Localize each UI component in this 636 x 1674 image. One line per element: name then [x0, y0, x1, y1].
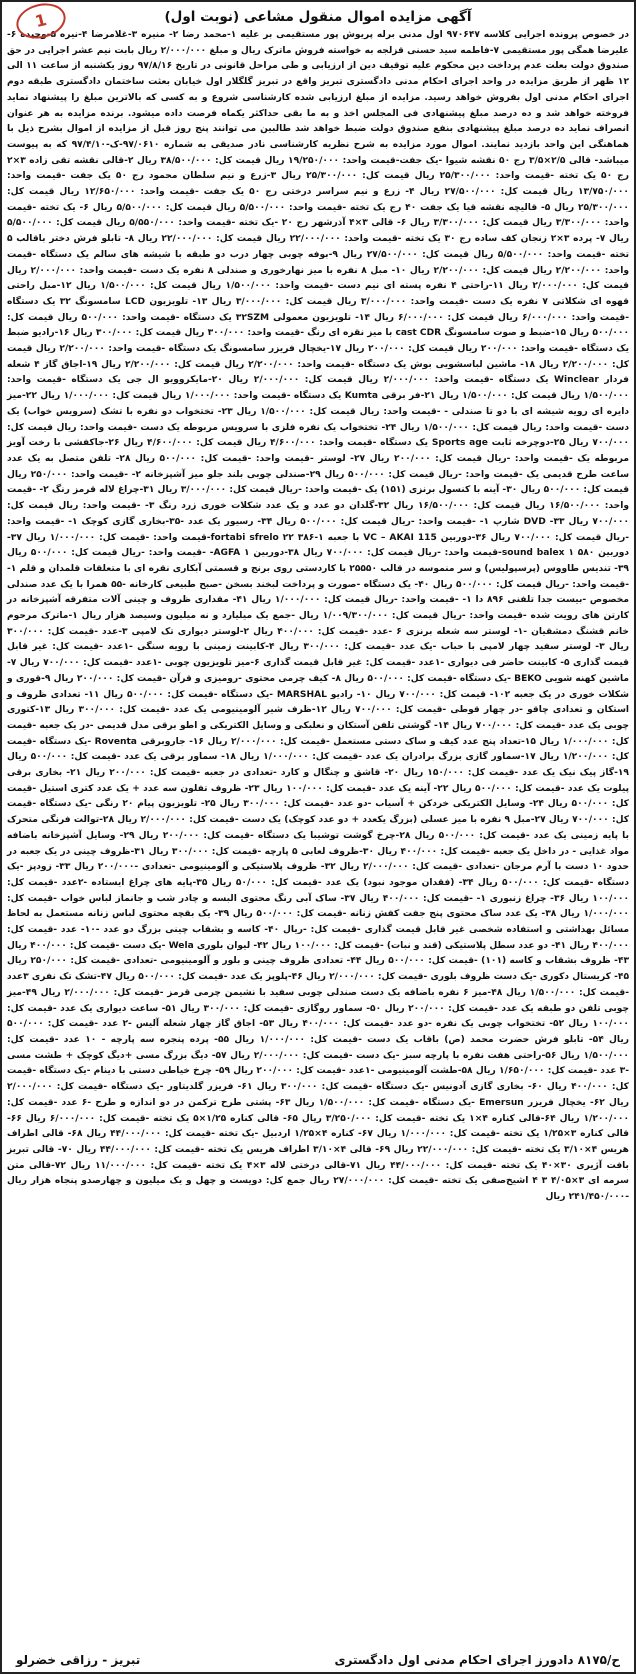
- signature-office: ح/۸۱۷۵ دادورز اجرای احکام مدنی اول دادگستری: [334, 1653, 620, 1667]
- notice-title: آگهی مزایده اموال منقول مشاعی (نوبت اول): [164, 9, 472, 25]
- notice-body: در خصوص پرونده اجرایی کلاسه ۹۷۰۶۴۷ اول مدنی برله پریوش پور مستقیمی بر علیه ۱-محمد رضا ۲- منیره ۳-غلامرضا ۴-نیره ۵-وحیده ۶-علیرضا همگی پور مستقیمی ۷-فاطمه سید حسنی قزلجه به خواسته فروش ماترک ریال و مبلغ ۲/۰۰۰/۰۰۰ ریال بابت نیم عشر اجرایی در حق صندوق دولت بعلت عدم پرداخت دین محکوم علیه توقیف دین از ارزیابی و طی مراحل قانونی در تاریخ ۹۷/۸/۱۶ روز یکشنبه از ساعت ۱۱ الی ۱۲ ظهر از طریق مزایده در واحد اجرای احکام مدنی دادگستری تبریز واقع در تبریز گلگلار اول خیابان بعثت ساختمان دادگستری طبقه دوم اجرای احکام مدنی اول بفروش خواهد رسید. مزایده از مبلغ ارزیابی شده کارشناسی شروع و به کسی که بالاترین مبلغ را پیشنهاد نماید فروخته خواهد شد و ده درصد مبلغ پیشنهادی فی المجلس اخذ و به ما بقی حداکثر یکماه فرصت داده میشود. برنده مزایده به هر عنوان انصراف نماید ده درصد مبلغ پیشنهادی بنفع صندوق دولت ضبط خواهد شد طالبین می توانند پنج روز قبل از مزایده از اموال بشرح ذیل با هماهنگی این واحد بازدید نمایند. اموال مورد مزایده به شرح نظریه کارشناسی نادر صدیقی به شماره ۹۷/۰۶۱۰-ک-۹۷/۴/۱۰ که به پیوست میباشد- قالی ۲/۵×۳/۵ رج ۵۰ نقشه شیوا -یک جفت-قیمت واحد: ۱۹/۲۵۰/۰۰۰ ریال قیمت کل: ۳۸/۵۰۰/۰۰۰ ریال ۲-قالی نقشه تقی زاده ۳×۲ رج ۵۰ یک تخته -قیمت واحد: ۲۵/۳۰۰/۰۰۰ ریال قیمت کل: ۲۵/۳۰۰/۰۰۰ ریال ۳-زرع و نیم سلطان محمود رج ۵۰ یک جفت -قیمت واحد: ۱۳/۷۵۰/۰۰۰ ریال قیمت کل: ۲۷/۵۰۰/۰۰۰ ریال ۴- زرع و نیم سراسر درختی رج ۵۰ یک جفت -قیمت واحد: ۱۲/۶۵۰/۰۰۰ ریال قیمت کل: ۲۵/۳۰۰/۰۰۰ ریال ۵- قالیچه نقشه قیا یک جفت ۴۰ رج یک تخته -قیمت واحد: ۵/۵۰۰/۰۰۰ ریال قیمت کل: ۵/۵۰۰/۰۰۰ ریال ۶- یک تخته -قیمت واحد: ۳/۳۰۰/۰۰۰ ریال قیمت کل: ۳/۳۰۰/۰۰۰ ریال ۶- قالی ۳×۴ آذرشهر رج ۲۰ -یک تخته -قیمت واحد: ۵/۵۵۰/۰۰۰ ریال قیمت کل: ۵/۵۰۰/۰۰۰ ریال ۷- پرده ۳×۲ زنجان کف ساده رج ۳۰ یک تخته -قیمت واحد: ۲۲/۰۰۰/۰۰۰ ریال قیمت کل: ۲۲/۰۰۰/۰۰۰ ریال ۸- تابلو فرش دختر باقالب ۵ تخته -قیمت واحد: ۵/۵۰۰/۰۰۰ ریال قیمت کل: ۲۷/۵۰۰/۰۰۰ ریال ۹-بوفه چوبی چهار درب دو طبقه با شیشه های سالم یک دستگاه -قیمت واحد: ۲/۲۰۰/۰۰۰ ریال قیمت کل: ۲/۲۰۰/۰۰۰ ریال ۱۰- مبل ۸ نفره با میز نهارخوری و صندلی ۸ نفره یک دست -قیمت واحد: ۲/۰۰۰/۰۰۰ ریال قیمت کل: ۲/۰۰۰/۰۰۰ ریال ۱۱-راحتی ۴ نفره پسته ای نیم دست -قیمت واحد: ۱/۵۰۰/۰۰۰ ریال قیمت کل: ۱/۵۰۰/۰۰۰ ریال ۱۲-مبل راحتی قهوه ای شکلاتی ۷ نفره یک دست -قیمت واحد: ۳/۰۰۰/۰۰۰ ریال قیمت کل: ۳/۰۰۰/۰۰۰ ریال ۱۳- تلویزیون LCD سامسونگ ۳۲ یک دستگاه -قیمت واحد: ۶/۰۰۰/۰۰۰ ریال قیمت کل: ۶/۰۰۰/۰۰۰ ریال ۱۴- تلویزیون معمولی ۳۲SZM یک دستگاه -قیمت واحد: ۵۰۰/۰۰۰ ریال قیمت کل: ۵۰۰/۰۰۰ ریال ۱۵-ضبط و صوت سامسونگ cast CDR با میز نقره ای رنگ -قیمت واحد: ۳۰۰/۰۰۰ ریال قیمت کل: ۳۰۰/۰۰۰ ریال ۱۶-رادیو ضبط یک دستگاه -قیمت واحد: ۲۰۰/۰۰۰ ریال قیمت کل: ۲۰۰/۰۰۰ ریال ۱۷-یخچال فریزر سامسونگ یک دستگاه -قیمت واحد: ۲/۲۰۰/۰۰۰ ریال قیمت کل: ۲/۲۰۰/۰۰۰ ریال ۱۸- ماشین لباسشویی بوش یک دستگاه -قیمت واحد: ۲/۲۰۰/۰۰۰ ریال قیمت کل: ۲/۲۰۰/۰۰۰ ریال ۱۹-اجاق گاز ۴ شعله فردار Winclear یک دستگاه -قیمت واحد: ۲/۰۰۰/۰۰۰ ریال قیمت کل: ۲/۰۰۰/۰۰۰ ریال ۲۰-مایکروویو ال جی یک دستگاه -قیمت واحد: ۱/۵۰۰/۰۰۰ ریال قیمت کل: ۱/۵۰۰/۰۰۰ ریال ۲۱-فر برقی Kumta یک دستگاه -قیمت واحد: ۱/۰۰۰/۰۰۰ ریال قیمت کل: ۱/۰۰۰/۰۰۰ ریال ۲۲-میز دایره ای رویه شیشه ای با دو تا صندلی - -قیمت واحد: ریال قیمت کل: ۱/۵۰۰/۰۰۰ ریال ۲۳- تختخواب دو نفره با تشک (سرویس خواب) یک دست -قیمت واحد: ریال قیمت کل: ۱/۵۰۰/۰۰۰ ریال ۲۴- تختخواب یک نفره فلزی با سرویس مربوطه یک دست -قیمت واحد: ریال قیمت کل: ۷۰۰/۰۰۰ ریال ۲۵-دوچرخه ثابت Sports age یک دستگاه -قیمت واحد: ۴/۶۰۰/۰۰۰ ریال قیمت کل: ۴/۶۰۰/۰۰۰ ریال ۲۶-جاکفشی با رخت آویز مربوطه یک -قیمت واحد: -ریال قیمت کل: ۲۰۰/۰۰۰ ریال ۲۷- لوستر -قیمت واحد: -قیمت کل: ۵۰۰/۰۰۰ ریال ۲۸- تلفن متصل به یک عدد ساعت طرح قدیمی یک -قیمت واحد: -ریال قیمت کل: ۵۰۰/۰۰۰ ریال ۲۹-صندلی چوبی بلند جلو میز آشپزخانه ۲- -قیمت واحد: ۲۵۰/۰۰۰ ریال قیمت کل: ۵۰۰/۰۰۰ ریال ۳۰- آینه با کنسول برنزی (۱۵۱) یک -قیمت واحد: -ریال قیمت کل: ۳/۰۰۰/۰۰۰ ریال ۳۱-چراغ لاله قرمز رنگ ۲- -قیمت واحد: ۱۶/۵۰۰/۰۰۰ ریال قیمت کل: ۱۶/۵۰۰/۰۰۰ ریال ۳۲-گلدان دو عدد و یک عدد شکلات خوری زرد رنگ ۳- -قیمت واحد: ریال قیمت کل: ۷۰۰/۰۰۰ ریال ۳۳- DVD شارپ ۱- -قیمت واحد: -ریال قیمت کل: ۵۰۰/۰۰۰ ریال ۳۴- رسیور یک عدد -۳۵-بخاری گازی کوچک ۱- -قیمت واحد: -ریال قیمت کل: ۷۰۰/۰۰۰ ریال ۳۶-دوربین VC – AKAI 115 با جعبه fortabi sfrelo ۲۲ ۳۸۶-۱-قیمت واحد: -قیمت کل: ۱/۰۰۰/۰۰۰ ریال ۳۷- دوربین ۵۸۰ sound balex ۱-قیمت واحد: -ریال قیمت کل: ۷۰۰/۰۰۰ ریال ۳۸-دوربین AGFA ۱- -قیمت واحد: -ریال قیمت کل: ۵۰۰/۰۰۰ ریال ۳۹- تندیس طاووس (پرسپولیس) و سر منموسه در قالب ۲۵۵۵۰ با کاردستی روی برنج و قسمتی آبکاری نقره ای با متعلقات قلمدان و قلم ۱- -قیمت واحد: -ریال قیمت کل: ۵۰۰/۰۰۰ ریال ۴۰- یک دستگاه -صورت و پرداخت لبخند بسخن -صبح طبیعی کارخانه -۵۵ همرا با یک عدد صندلی مخصوص -بیست جدا تلفنی ۸۹۶ دا ۱- -قیمت واحد: -ریال قیمت کل: ۱/۰۰۰/۰۰۰ ریال ۴۱- مقداری ظروف و چینی آلات متفرقه آشپزخانه در کارتن های رویت شده -قیمت واحد: -ریال قیمت کل: ۱/۰۰۹/۳۰۰/۰۰۰ ریال -جمع یک میلیارد و نه میلیون وسیصد هزار ریال ۱-ماترک مرحوم خانم قشنگ دمشقیان -۱- لوستر سه شعله برنزی ۶ -عدد -قیمت کل: ۴۰۰/۰۰۰ ریال ۲-لوستر دیواری تک لامپی ۳-عدد -قیمت کل: ۳۰۰/۰۰۰ ریال ۳- لوستر سفید چهار لامپی با حباب -یک عدد -قیمت کل: ۳۰۰/۰۰۰ ریال ۴-کابینت زمینی با رویه سنگی -۱عدد -قیمت کل: غیر قابل قیمت گذاری ۵- کابینت حاضر فی دیواری -۱عدد -قیمت کل: غیر قابل قیمت گذاری ۶-میز تلویزیون چوبی -۱عدد -قیمت کل: ۷۰۰/۰۰۰ ریال ۷- ماشین کهنه شویی BEKO -یک دستگاه -قیمت کل: ۵۰۰/۰۰۰ ریال ۸- کیف چرمی محتوی -رومیزی و قرآن -قیمت کل: ۲۰۰/۰۰۰ ریال ۹-قوری و شکلات خوری در یک جعبه ۱۰۲- قیمت کل: ۷۰۰/۰۰۰ ریال ۱۰- رادیو MARSHAL -یک دستگاه -قیمت کل: ۵۰۰/۰۰۰ ریال ۱۱- تعدادی ظروف و استکان و تعدادی چاقو -در چهار قوطی -قیمت کل: ۷۰۰/۰۰۰ ریال ۱۲-ظرف شیر آلومینیومی یک عدد -قیمت کل: ۳۰۰/۰۰۰ ریال ۱۳-کتوری چوبی یک عدد -قیمت کل: ۷۰۰/۰۰۰ ریال ۱۴- گوشتی تلفن آستکان و نعلبکی و وسایل الکتریکی و اطو برقی مدل قدیمی -در یک جعبه -قیمت کل: ۱/۰۰۰/۰۰۰ ریال ۱۵-تعداد پنج عدد کیف و ساک دستی مستعمل -قیمت کل: ۲/۰۰۰/۰۰۰ ریال ۱۶- جاروبرقی Roventa -یک دستگاه -قیمت کل: ۱/۲۰۰/۰۰۰ ریال ۱۷-سماور گازی بزرگ برادران یک عدد -قیمت کل: ۱/۰۰۰/۰۰۰ ریال ۱۸- سماور برقی یک عدد -قیمت کل: ۵۰۰/۰۰۰ ریال ۱۹-گاز پیک نیک یک عدد -قیمت کل: ۱۵۰/۰۰۰ ریال ۲۰- قاشق و چنگال و کارد -تعدادی در جعبه -قیمت کل: ۲۰۰/۰۰۰ ریال ۲۱- بخاری برقی پیلوت یک عدد -قیمت کل: ۵۰۰/۰۰۰ ریال ۲۲- آینه یک عدد -قیمت کل: ۱۰۰/۰۰۰ ریال ۲۳- ظروف تفلون سه عدد + یک عدد کتری استیل -قیمت کل: ۵۰۰/۰۰۰ ریال ۲۴- وسایل الکتریکی خردکن + آسیاب -دو عدد -قیمت کل: ۳۰۰/۰۰۰ ریال ۲۵- تلویزیون پیام ۲۰ رنگی -یک دستگاه -قیمت کل: ۷۰۰/۰۰۰ ریال ۲۷-مبل ۹ نفره با میز عسلی (بزرگ یکعدد + دو عدد کوچک) یک دست -قیمت کل: ۲/۰۰۰/۰۰۰ ریال ۲۸-توالت فرنگی متحرک با پایه زمینی یک عدد -قیمت کل: ۵۰۰/۰۰۰ ریال ۲۸-چرخ گوشت توشیبا یک دستگاه -قیمت کل: ۲۰۰/۰۰۰ ریال ۲۹- وسایل آشپزخانه باضافه مواد غذایی - در داخل یک جعبه -قیمت کل: ۴۰۰/۰۰۰ ریال ۳۰-ظروف لعابی ۵ پارچه -قیمت کل: ۳۰۰/۰۰۰ ریال ۳۱-ظروف چینی در یک جعبه در حدود ۱۰ دست با آرم مرجان -تعدادی -قیمت کل: ۲/۰۰۰/۰۰۰ ریال ۳۲- ظروف پلاستیکی و آلومینیومی -تعدادی -۲۰۰/۰۰۰ ریال ۳۳- زودپز -یک دستگاه -قیمت کل: ۵۰۰/۰۰۰ ریال ۳۴- (فقدان موجود نبود) یک عدد -قیمت کل: ۵۰/۰۰۰ ریال ۳۵-پایه های چراغ ایستاده -۲عدد -قیمت کل: ۱۰۰/۰۰۰ ریال ۳۶- چراغ زنبوری ۱- -قیمت کل: ۴۰۰/۰۰۰ ریال ۳۷- ساک آبی رنگ محتوی البسه و چادر شب و جانماز لباس خواب -قیمت کل: ۱/۰۰۰/۰۰۰ ریال ۳۸- یک عدد ساک محتوی پنج جفت کفش زنانه -قیمت کل: ۵۰۰/۰۰۰ ریال ۳۹- یک بقچه محتوی لباس زنانه مستعمل به لحاظ مسائل بهداشتی و استفاده شخصی غیر قابل قیمت گذاری -قیمت کل: -ریال ۴۰- کاسه و بشقاب چینی بزرگ دو عدد -۱۰- عدد -قیمت کل: ۴۰۰/۰۰۰ ریال ۴۱- دو عدد سطل پلاستیکی (قند و نبات) -قیمت کل: ۱۰۰/۰۰۰ ریال ۴۲- لیوان بلوری Wela -یک دست -قیمت کل: ۴۰۰/۰۰۰ ریال ۴۳- ظروف بشقاب و کاسه (۱۰۱) -قیمت کل: ۵۰۰/۰۰۰ ریال ۴۴- تعدادی ظروف چینی و بلور و آلومینیومی -تعدادی -قیمت کل: ۲۵۰/۰۰۰ ریال ۴۵- کریستال دکوری -یک دست ظروف بلوری -قیمت کل: ۲/۰۰۰/۰۰۰ ریال ۴۶-پلوپز یک عدد -قیمت کل: ۵۰۰/۰۰۰ ریال ۴۷-تشک تک نفری ۳عدد -قیمت کل: ۱/۵۰۰/۰۰۰ ریال ۴۸-میز ۶ نفره باضافه یک دست صندلی چوبی سفید با نشیمن چرمی قرمز -قیمت کل: ۲/۰۰۰/۰۰۰ ریال ۴۹-میز چوبی تلفن دو طبقه یک عدد -قیمت کل: ۲۰۰/۰۰۰ ریال ۵۰- سماور روگازی -قیمت کل: ۳۰۰/۰۰۰ ریال ۵۱- ساعت دیواری یک عدد -قیمت کل: ۱۰۰/۰۰۰ ریال ۵۲- تختخواب چوبی یک نفره -دو عدد -قیمت کل: ۴۰۰/۰۰۰ ریال ۵۳- اجاق گاز چهار شعله آلیس -۲ عدد -قیمت کل: ۵۰۰/۰۰۰ ریال ۵۴- تابلو فرش حضرت محمد (ص) باقاب یک دست -قیمت کل: ۱/۰۰۰/۰۰۰ ریال ۵۵- پرده پنجره سه پارچه - ۱۰ عدد -قیمت کل: ۱/۵۰۰/۰۰۰ ریال ۵۶-راحتی هفت نفره با پارچه سبز -یک دست -قیمت کل: ۲/۰۰۰/۰۰۰ ریال ۵۷- دیگ بزرگ مسی +دیگ کوچک + طشت مسی -۳ عدد -قیمت کل: ۱/۶۵۰/۰۰۰ ریال ۵۸-طشت آلومینیومی -۱عدد -قیمت کل: ۲۰۰/۰۰۰ ریال ۵۹- چرخ خیاطی دستی با دینام -یک دستگاه -قیمت کل: ۴۰۰/۰۰۰ ریال ۶۰- بخاری گازی آدونیس -یک دستگاه -قیمت کل: ۳۰۰/۰۰۰ ریال ۶۱- فریزر گلدیتاور -یک دستگاه -قیمت کل: ۲/۰۰۰/۰۰۰ ریال ۶۲- یخچال فریزر Emersun -یک دستگاه -قیمت کل: ۱/۵۰۰/۰۰۰ ریال ۶۳- پشتی طرح ترکمن در دو اندازه و طرح -۶ عدد -قیمت کل: ۱/۲۰۰/۰۰۰ ریال ۶۴-قالی کناره ۴×۱ یک تخته -قیمت کل: ۳/۲۵۰/۰۰۰ ریال ۶۵- قالی کناره ۱/۲۵×۵ یک تخته -قیمت کل: ۶/۰۰۰/۰۰۰ ریال ۶۶- قالی کناره ۳×۱/۲۵ یک تخته -قیمت کل: ۱/۰۰۰/۰۰۰ ریال ۶۷- کناره ۴×۱/۲۵ اردبیل -یک تخته -قیمت کل: ۴۴/۰۰۰/۰۰۰ ریال ۶۸- قالی اطراف هریس ۴×۳/۱۰ یک تخته -قیمت کل: ۲۲/۰۰۰/۰۰۰ ریال ۶۹- قالی ۴×۳/۱۰ اطراف هریس یک تخته -قیمت کل: ۴۴/۰۰۰/۰۰۰ ریال ۷۰- قالی تبریز بافت آژیری ۳۰×۴۰ یک تخته -قیمت کل: ۴۴/۰۰۰/۰۰۰ ریال ۷۱-قالی درختی لاله ۳×۴ یک تخته -قیمت کل: ۱۱/۰۰۰/۰۰۰ ریال ۷۲-قالی متن سرمه ای ۳×۴/۰۵ ۳ ۴ اشیخ‌صفی یک تخته -قیمت کل: ۲۷/۰۰۰/۰۰۰ ریال جمع کل: دویست و چهل و یک میلیون و چهارصدو پنجاه هزار ریال -۲۴۱/۴۵۰/۰۰۰ ریال: [7, 30, 630, 1203]
- signature-name: تبریز - رزاقی خضرلو: [16, 1653, 141, 1667]
- page-number-stamp: 1: [13, 0, 70, 44]
- signature-line: [2, 1653, 634, 1667]
